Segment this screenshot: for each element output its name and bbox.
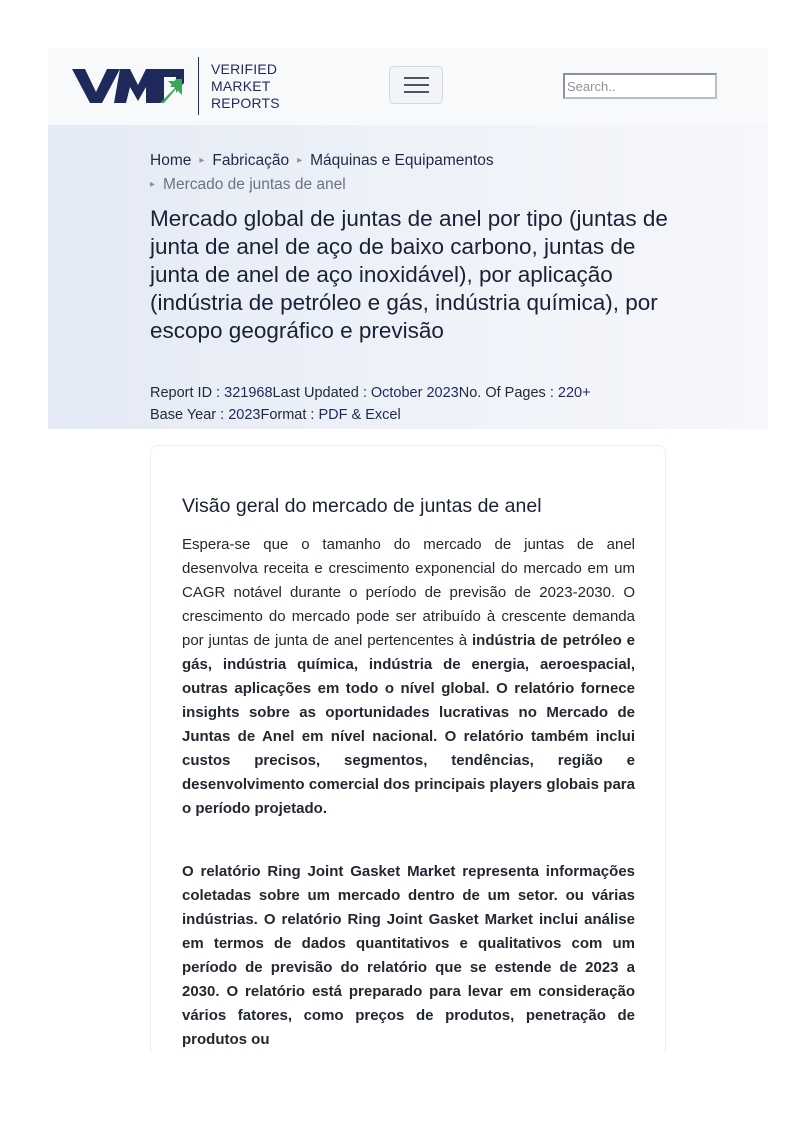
brand-wordmark [211,61,280,112]
logo-divider [198,57,199,115]
format-value: PDF & Excel [318,407,401,423]
breadcrumb-home[interactable]: Home [150,152,192,169]
overview-paragraph-2: O relatório Ring Joint Gasket Market representa informações coletadas sobre um mercado dentro de um setor. ou várias indústrias. O relatório Ring Joint Gasket Market inclui análise em termos de dados quantitativos e qualitativos com um período de previsão do relatório que se estende de 2023 a 2030. O relatório está preparado para levar em consideração vários fatores, como preços de produtos, penetração de produtos ou [182,863,635,1048]
format-label: Format : [260,407,319,423]
pages-label: No. Of Pages : [458,385,558,401]
hamburger-menu-icon[interactable] [389,66,443,104]
overview-card [150,445,666,1123]
base-year-value: 2023 [228,407,261,423]
pages-value: 220+ [557,385,591,401]
breadcrumb-manufacturing[interactable]: Fabricação [212,152,290,169]
overview-heading: Visão geral do mercado de juntas de anel [182,495,542,517]
chevron-right-icon: ▸ [297,155,303,166]
top-navbar [48,48,768,126]
vmr-logo-icon [72,65,184,107]
updated-value: October 2023 [370,385,459,401]
breadcrumb-machinery[interactable]: Máquinas e Equipamentos [310,152,494,169]
overview-paragraph-1 [182,533,635,821]
brand-logo[interactable] [72,56,280,116]
breadcrumb [150,149,670,197]
chevron-right-icon: ▸ [199,155,205,166]
search-input[interactable] [563,73,717,99]
report-meta [150,382,670,426]
base-year-label: Base Year : [150,407,229,423]
updated-label: Last Updated : [272,385,371,401]
brand-line-2: MARKET [211,77,271,94]
chevron-right-icon: ▸ [150,179,156,190]
page-bottom-margin [0,1053,793,1123]
overview-p1-bold: indústria de petróleo e gás, indústria química, indústria de energia, aeroespacial, outras aplicações em todo o nível global. O relatório fornece insights sobre as oportunidades lucrativas no Mercado de Juntas de Anel em nível nacional. O relatório também inclui custos precisos, segmentos, tendências, região e desenvolvimento comercial dos principais players globais para o período projetado. [182,632,635,817]
page-title: Mercado global de juntas de anel por tipo (juntas de junta de anel de aço de baixo carbono, juntas de junta de anel de aço inoxidável), por aplicação (indústria de petróleo e gás, indústria química), por escopo geográfico e previsão [150,206,668,343]
report-id-value: 321968 [224,385,273,401]
brand-line-1: VERIFIED [211,60,278,77]
breadcrumb-current: Mercado de juntas de anel [163,176,346,193]
overview-p1-text: Espera-se que o tamanho do mercado de juntas de anel desenvolva receita e crescimento exponencial do mercado em um CAGR notável durante o período de previsão de 2023-2030. O crescimento do mercado pode ser atribuído à crescente demanda por juntas de junta de anel pertencentes à [182,536,635,649]
report-id-label: Report ID : [150,385,225,401]
brand-line-3: REPORTS [211,94,280,111]
report-hero [48,125,768,429]
